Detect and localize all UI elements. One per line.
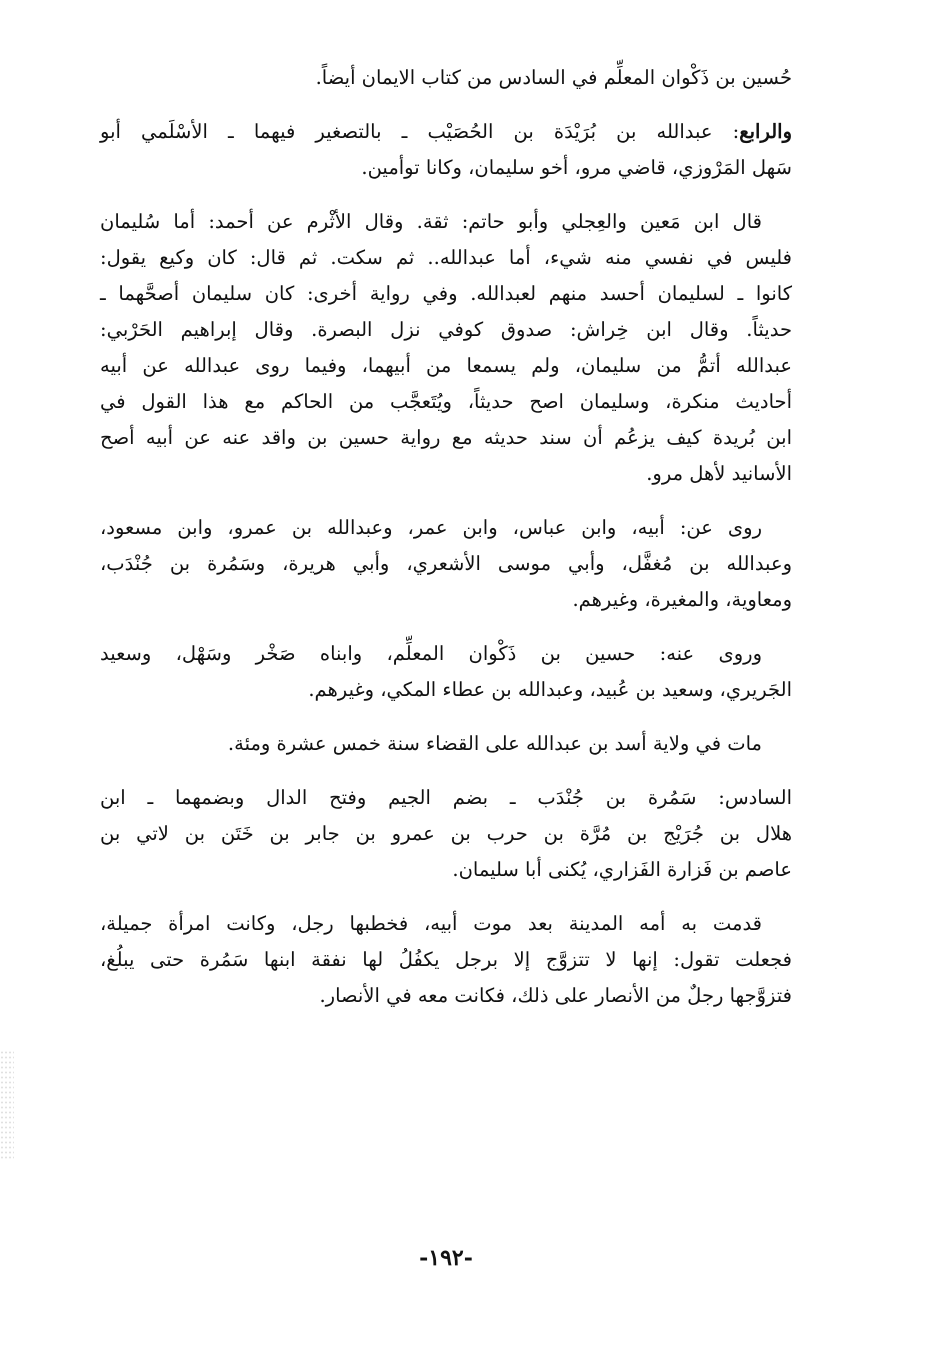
paragraph-fourth-narrator bbox=[100, 114, 792, 186]
text-line: حديثاً. وقال ابن خِراش: صدوق كوفي نزل البصرة. وقال إبراهيم الحَرْبي: bbox=[100, 318, 792, 341]
text-line: فجعلت تقول: إنها لا تتزوَّج إلا برجل يكفُلُ لها نفقة ابنها سَمُرة حتى يبلُغ، bbox=[100, 948, 792, 971]
text-line: الجَريري، وسعيد بن عُبيد، وعبدالله بن عطاء المكي، وغيرهم. bbox=[308, 678, 792, 701]
text-line: قدمت به أمه المدينة بعد موت أبيه، فخطبها رجل، وكانت امرأة جميلة، bbox=[100, 912, 762, 935]
book-page bbox=[100, 60, 792, 1320]
paragraph-critique bbox=[100, 204, 792, 492]
text-line: وعبدالله بن مُغفَّل، وأبي موسى الأشعري، وأبي هريرة، وسَمُرة بن جُنْدَب، bbox=[100, 552, 792, 575]
text-line: أحاديث منكرة، وسليمان اصح حديثاً، ويُتَعجَّب من الحاكم مع هذا القول في bbox=[100, 390, 792, 413]
text-line: روى عن: أبيه، وابن عباس، وابن عمر، وعبدالله بن عمرو، وابن مسعود، bbox=[100, 516, 762, 539]
text-line: هلال بن جُرَيْج بن مُرَّة بن حرب بن عمرو بن جابر بن خَتَن بن لاتي بن bbox=[100, 822, 792, 845]
paragraph-narrated-by bbox=[100, 636, 792, 708]
text-line: ابن بُريدة كيف يزعُم أن سند حديثه مع رواية حسين بن واقد عنه عن أبيه أصح bbox=[100, 426, 792, 449]
text-line: الأسانيد لأهل مرو. bbox=[646, 462, 792, 485]
text-line: قال ابن مَعين والعِجلي وأبو حاتم: ثقة. وقال الأثْرم عن أحمد: أما سُليمان bbox=[100, 210, 762, 233]
paragraph-sixth-narrator bbox=[100, 780, 792, 888]
text-line: حُسين بن ذَكْوان المعلِّم في السادس من كتاب الايمان أيضاً. bbox=[315, 66, 792, 89]
paragraph-death bbox=[100, 726, 792, 762]
text-line: مات في ولاية أسد بن عبدالله على القضاء سنة خمس عشرة ومئة. bbox=[227, 732, 762, 755]
page-number: -١٩٢- bbox=[419, 1245, 473, 1271]
scan-speckle bbox=[0, 1050, 14, 1160]
paragraph-reference bbox=[100, 60, 792, 96]
section-heading-fourth: والرابع bbox=[739, 120, 792, 143]
paragraph-biography bbox=[100, 906, 792, 1014]
text-line: عبدالله أتمُّ من سليمان، ولم يسمعا من أبيهما، وفيما روى عبدالله عن أبيه bbox=[100, 354, 792, 377]
text-line: فليس في نفسي منه شيء، أما عبدالله.. ثم سكت. ثم قال: كان وكيع يقول: bbox=[100, 246, 792, 269]
text-line: فتزوَّجها رجلٌ من الأنصار على ذلك، فكانت معه في الأنصار. bbox=[319, 984, 792, 1007]
text-line: سَهل المَرْوزي، قاضي مرو، أخو سليمان، وكانا توأمين. bbox=[361, 156, 792, 179]
paragraph-narrated-from bbox=[100, 510, 792, 618]
text-line: ومعاوية، والمغيرة، وغيرهم. bbox=[572, 588, 792, 611]
text-line: وروى عنه: حسين بن ذَكْوان المعلِّم، وابناه صَخْر وسَهْل، وسعيد bbox=[100, 642, 762, 665]
text-line: السادس: سَمُرة بن جُنْدَب ـ بضم الجيم وفتح الدال وبضمهما ـ ابن bbox=[100, 786, 792, 809]
text-run: : عبدالله بن بُرَيْدَة بن الحُصَيْب ـ بالتصغير فيهما ـ الأسْلَمي أبو bbox=[100, 120, 740, 143]
text-line: عاصم بن فَزارة الفَزاري، يُكنى أبا سليمان. bbox=[452, 858, 792, 881]
text-line: كانوا ـ لسليمان أحسد منهم لعبدالله. وفي رواية أخرى: كان سليمان أصحَّهما ـ bbox=[100, 282, 792, 305]
text-line bbox=[100, 114, 792, 150]
